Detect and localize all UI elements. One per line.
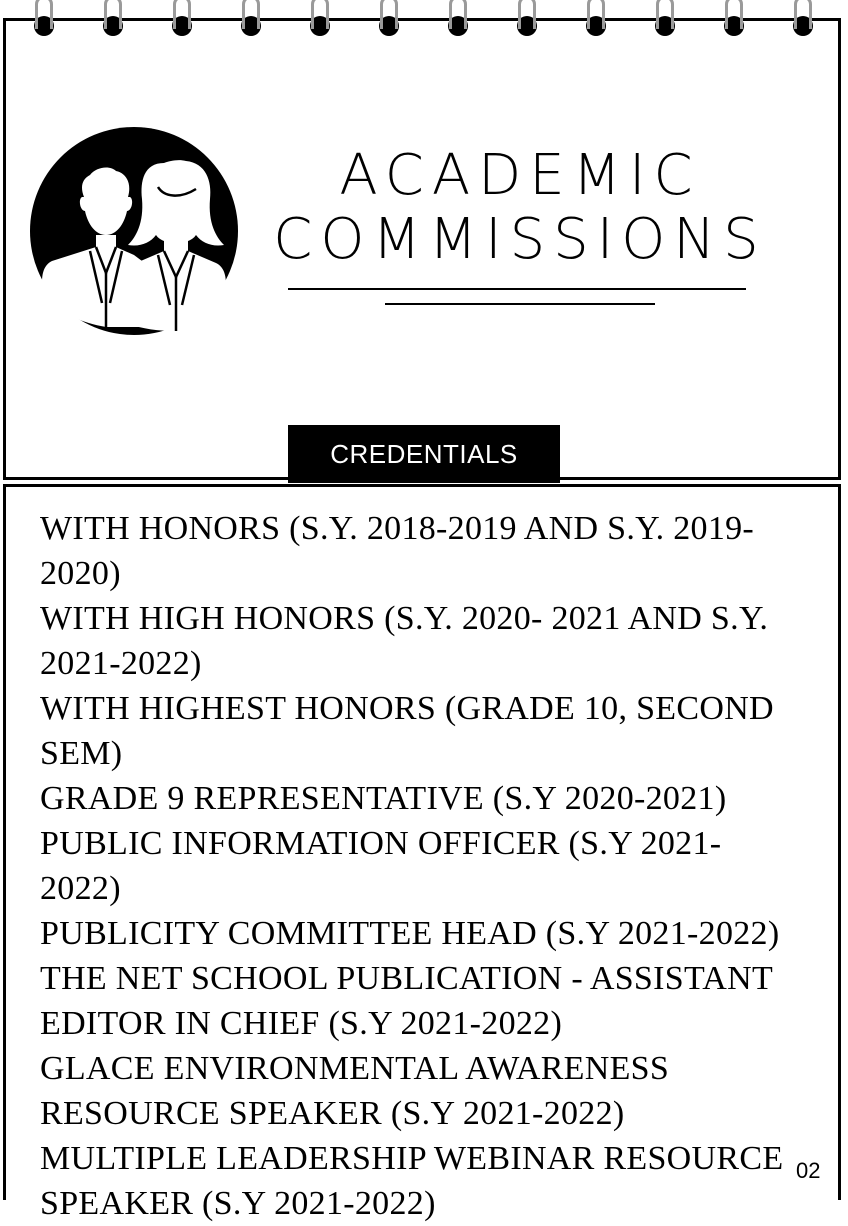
binding-ring	[311, 0, 329, 29]
title-divider-long	[288, 288, 746, 290]
binding-ring	[380, 0, 398, 29]
list-item: GLACE ENVIRONMENTAL AWARENESS RESOURCE SPEAKER (S.Y 2021-2022)	[40, 1050, 670, 1132]
page-title-line2: COMMISSIONS	[273, 207, 767, 272]
people-icon	[30, 127, 238, 335]
list-item: WITH HONORS (S.Y. 2018-2019 AND S.Y. 2019-2020)	[40, 510, 755, 592]
list-item: GRADE 9 REPRESENTATIVE (S.Y 2020-2021)	[40, 780, 727, 817]
binding-ring	[35, 0, 53, 29]
binding-ring	[104, 0, 122, 29]
page-title-line1: ACADEMIC	[339, 143, 701, 208]
list-item: THE NET SCHOOL PUBLICATION - ASSISTANT EDITOR IN CHIEF (S.Y 2021-2022)	[40, 960, 773, 1042]
binding-ring	[173, 0, 191, 29]
page-number: 02	[796, 1158, 821, 1183]
binding-ring	[518, 0, 536, 29]
binding-ring	[656, 0, 674, 29]
title-divider-short	[385, 303, 655, 305]
credentials-tab-label: CREDENTIALS	[330, 438, 518, 469]
binding-ring	[794, 0, 812, 29]
list-item: WITH HIGHEST HONORS (GRADE 10, SECOND SEM)	[40, 690, 774, 772]
binding-ring	[242, 0, 260, 29]
list-item: PUBLIC INFORMATION OFFICER (S.Y 2021-2022)	[40, 825, 722, 907]
credentials-list	[40, 506, 800, 1226]
credentials-tab	[288, 425, 560, 483]
people-icon-graphic	[30, 127, 238, 335]
list-item: WITH HIGH HONORS (S.Y. 2020- 2021 AND S.Y. 2021-2022)	[40, 600, 769, 682]
spiral-binding	[0, 0, 848, 40]
binding-ring	[725, 0, 743, 29]
binding-ring	[587, 0, 605, 29]
list-item: PUBLICITY COMMITTEE HEAD (S.Y 2021-2022)	[40, 915, 780, 952]
binding-ring	[449, 0, 467, 29]
list-item: MULTIPLE LEADERSHIP WEBINAR RESOURCE SPEAKER (S.Y 2021-2022)	[40, 1140, 784, 1222]
